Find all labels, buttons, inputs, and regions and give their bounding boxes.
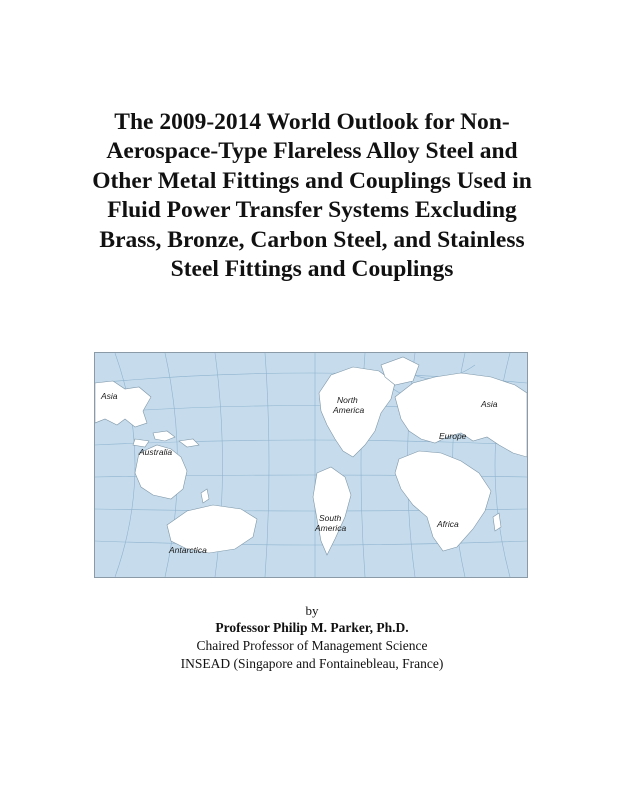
title-line-3: Other Metal Fittings and Couplings Used in — [92, 167, 532, 194]
label-south-america-line2: America — [315, 523, 347, 533]
author-institution: INSEAD (Singapore and Fontainebleau, France) — [180, 656, 444, 671]
title-line-1: The 2009-2014 World Outlook for Non- — [114, 109, 510, 135]
author-by: by — [305, 603, 319, 618]
label-north-america-line1: North — [337, 395, 358, 405]
label-africa: Africa — [437, 519, 459, 529]
author-block — [0, 602, 624, 673]
author-position: Chaired Professor of Management Science — [196, 638, 428, 653]
author-name: Professor Philip M. Parker, Ph.D. — [215, 620, 409, 635]
label-europe: Europe — [439, 431, 467, 441]
label-asia-left: Asia — [101, 391, 118, 401]
title-line-2: Aerospace-Type Flareless Alloy Steel and — [106, 138, 518, 165]
book-title — [40, 108, 584, 284]
world-map — [94, 352, 528, 578]
title-line-6: Steel Fittings and Couplings — [170, 256, 454, 283]
title-line-4: Fluid Power Transfer Systems Excluding — [107, 197, 517, 224]
land-south-america — [313, 467, 351, 555]
land-indonesia — [133, 431, 199, 447]
label-asia-right: Asia — [481, 399, 498, 409]
label-south-america-line1: South — [319, 513, 342, 523]
label-north-america-line2: America — [333, 405, 365, 415]
label-antarctica: Antarctica — [169, 545, 207, 555]
title-line-5: Brass, Bronze, Carbon Steel, and Stainless — [99, 226, 525, 253]
land-eurasia — [395, 373, 527, 457]
land-africa — [395, 451, 491, 551]
land-asia-left — [95, 381, 151, 427]
label-australia: Australia — [139, 447, 173, 457]
world-map-graphic — [95, 353, 527, 577]
land-new-zealand — [201, 489, 209, 503]
